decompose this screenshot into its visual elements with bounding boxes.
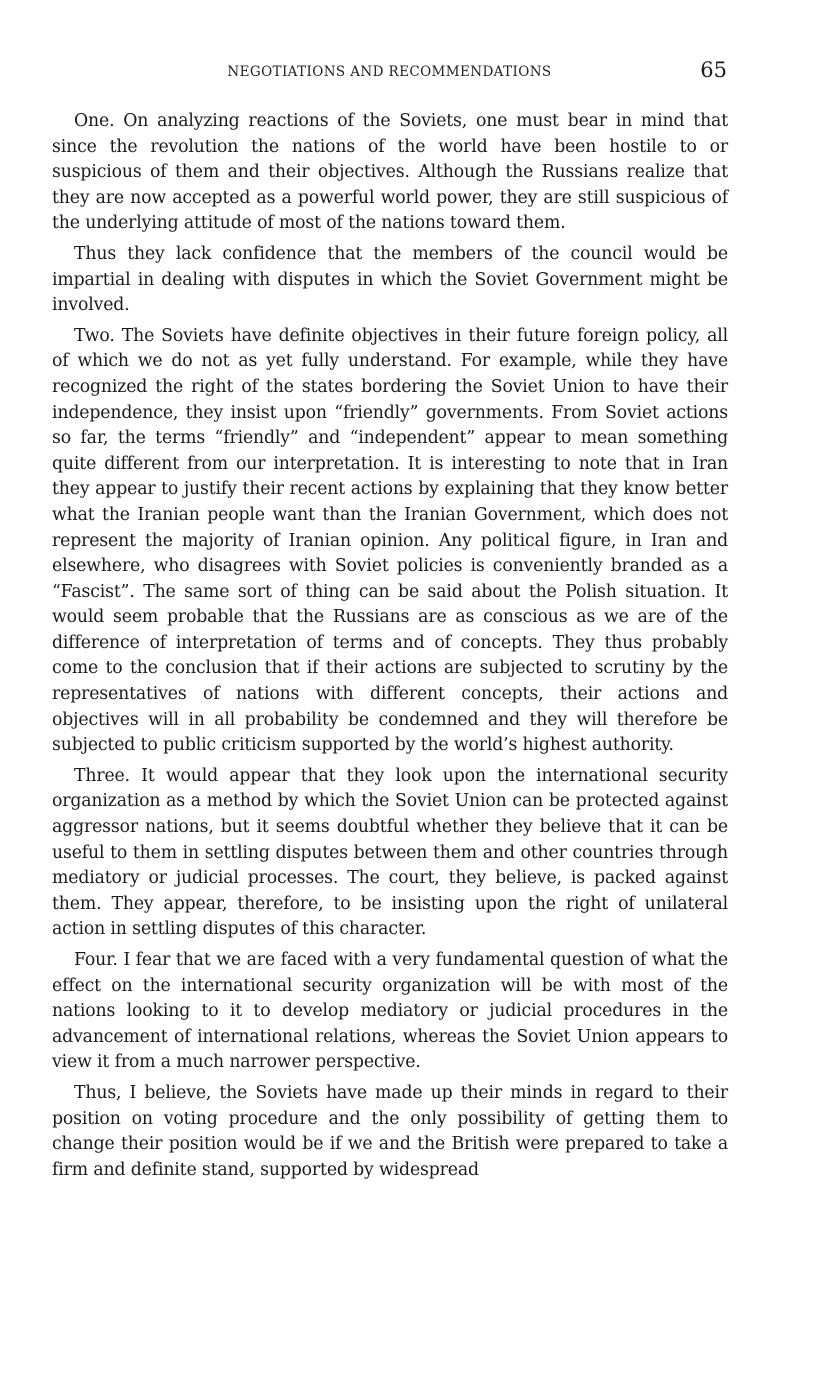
running-head: [52, 58, 727, 88]
paragraph-voting-procedure: Thus, I believe, the Soviets have made up their minds in regard to their position on voting procedure and the only possibility of getting them to change their position would be if we and the British were prepared to take a firm and definite stand, supported by widespread: [52, 1082, 728, 1180]
paragraph-council-confidence: Thus they lack confidence that the members of the council would be impartial in dealing with disputes in which the Soviet Government might be involved.: [52, 243, 728, 316]
page-number: 65: [700, 58, 727, 82]
paragraph-one: One. On analyzing reactions of the Soviets, one must bear in mind that since the revolution the nations of the world have been hostile to or suspicious of them and their objectives. Although the Russians realize that they are now accepted as a powerful world power, they are still suspicious of the underlying attitude of most of the nations toward them.: [52, 111, 728, 234]
running-title: NEGOTIATIONS AND RECOMMENDATIONS: [227, 64, 552, 80]
paragraph-four: Four. I fear that we are faced with a very fundamental question of what the effect on the international security organization will be with most of the nations looking to it to develop mediatory or judicial procedures in the advancement of international relations, whereas the Soviet Union appears to view it from a much narrower perspective.: [52, 950, 728, 1073]
body-text: [52, 109, 728, 1188]
paragraph-two: Two. The Soviets have definite objectives in their future foreign policy, all of which we do not as yet fully understand. For example, while they have recognized the right of the states bordering the Soviet Union to have their independence, they insist upon “friendly” governments. From Soviet actions so far, the terms “friendly” and “independent” appear to mean something quite different from our interpretation. It is interesting to note that in Iran they appear to justify their recent actions by explaining that they know better what the Iranian people want than the Iranian Government, which does not represent the majority of Iranian opinion. Any political figure, in Iran and elsewhere, who disagrees with Soviet policies is conveniently branded as a “Fascist”. The same sort of thing can be said about the Polish situation. It would seem probable that the Russians are as conscious as we are of the difference of interpretation of terms and of concepts. They thus probably come to the conclusion that if their actions are subjected to scrutiny by the representatives of nations with different concepts, their actions and objectives will in all probability be condemned and they will therefore be subjected to public criticism supported by the world’s highest authority.: [52, 325, 728, 756]
paragraph-three: Three. It would appear that they look upon the international security organization as a method by which the Soviet Union can be protected against aggressor nations, but it seems doubtful whether they believe that it can be useful to them in settling disputes between them and other countries through mediatory or judicial processes. The court, they believe, is packed against them. They appear, therefore, to be insisting upon the right of unilateral action in settling disputes of this character.: [52, 765, 728, 940]
